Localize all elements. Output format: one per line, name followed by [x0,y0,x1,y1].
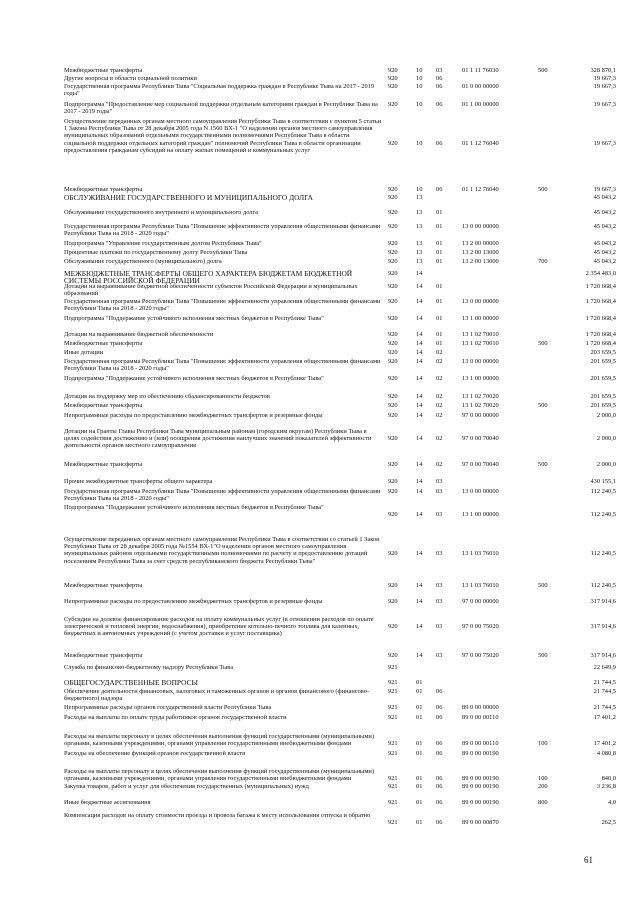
row-code: 10 [416,139,423,147]
row-code: 920 [388,67,398,74]
row-code: 14 [416,412,423,419]
row-code: 500 [538,582,548,589]
row-code: 10 [416,67,423,74]
row-code: 920 [388,511,398,519]
row-code: 921 [388,704,398,711]
row-code: 01 1 11 76030 [462,67,499,74]
row-code: 920 [388,349,398,356]
row-code: 920 [388,75,398,82]
page-number: 61 [584,855,593,865]
row-code: 920 [388,550,398,558]
row-label: Обслуживание государственного внутреннего и муниципального долга [64,209,258,216]
row-code: 14 [416,511,423,519]
row-amount: 17 401,2 [593,740,616,748]
row-code: 700 [538,258,548,265]
row-label: Подпрограмма "Предоставление мер социальной поддержки отдельным категориям граждан в Республике Тыва на 2017 - 2019 годы" [64,101,378,116]
row-amount: 328 870,1 [590,67,616,74]
row-code: 920 [388,582,398,589]
row-amount: 2 354 483,0 [585,270,616,277]
row-code: 920 [388,249,398,256]
row-code: 920 [388,461,398,468]
row-code: 920 [388,393,398,400]
row-amount: 317 914,6 [590,623,616,631]
row-code: 01 [436,283,443,290]
row-code: 10 [416,83,423,90]
row-label: Подпрограмма "Поддержание устойчивого исполнения местных бюджетов в Республике Тыва" [64,504,324,511]
row-amount: 45 043,2 [593,194,616,201]
row-label: Дотации на выравнивание бюджетной обеспеченности [64,331,214,338]
row-code: 03 [436,511,443,519]
row-amount: 19 667,3 [593,101,616,108]
row-label: Другие вопросы в области социальной политики [64,75,197,82]
row-code: 01 0 00 00000 [462,83,499,90]
row-code: 500 [538,186,548,193]
row-label: Государственная программа Республики Тыва "Повышение эффективности управления общественными финансами Республики Тыва на 2018 - 2020 годы" [64,298,381,313]
row-code: 89 0 00 00870 [462,819,499,827]
row-code: 10 [416,101,423,108]
row-code: 14 [416,478,423,485]
row-code: 14 [416,582,423,589]
row-label: Непрограммные расходы по предоставлению межбюджетных трансфертов и резервные фонды [64,598,323,605]
row-code: 01 1 12 76040 [462,139,499,147]
row-code: 920 [388,209,398,216]
row-code: 89 0 00 00190 [462,799,499,806]
row-code: 920 [388,139,398,147]
row-amount: 840,0 [601,775,616,783]
row-amount: 45 043,2 [593,249,616,256]
row-code: 500 [538,340,548,347]
row-label: Расходы на обеспечение функций органов государственной власти [64,750,246,757]
row-label: Дотации на выравнивание бюджетной обеспеченности субъектов Российской Федерации и муниципальных образований [64,283,358,298]
row-amount: 17 401,2 [593,714,616,721]
row-code: 921 [388,714,398,721]
row-code: 14 [416,375,423,382]
row-label: Межбюджетные трансферты [64,186,143,193]
row-code: 97 0 00 75020 [462,623,499,631]
row-code: 06 [436,83,443,90]
row-amount: 45 043,2 [593,240,616,247]
row-code: 921 [388,688,398,695]
row-label: Компенсация расходов на оплату стоимости проезда и провоза багажа к месту использования отпуска и обратно [64,812,371,819]
row-code: 02 [436,402,443,409]
row-code: 920 [388,402,398,409]
row-label: Прочие межбюджетные трансферты общего характера [64,478,213,485]
row-code: 13 1 02 70010 [462,331,499,338]
row-code: 100 [538,775,548,783]
row-label: Иные бюджетные ассигнования [64,799,151,806]
row-code: 03 [436,623,443,631]
row-code: 500 [538,402,548,409]
row-code: 13 1 00 00000 [462,315,499,322]
row-code: 920 [388,83,398,90]
row-amount: 1 720 668,4 [585,298,616,305]
row-amount: 4 080,8 [596,750,616,757]
row-code: 14 [416,358,423,365]
row-code: 13 [416,258,423,265]
row-label: Подпрограмма "Поддержание устойчивого исполнения местных бюджетов в Республике Тыва" [64,375,324,382]
row-code: 06 [436,819,443,827]
row-code: 920 [388,270,398,277]
row-label: Осуществление переданных органам местного самоуправления Республики Тыва в соответствии со статьей 1 Закон Республики Тыва от 28 декабря 2005 года №1554 ВХ-1"О наделении органов местного самоуправления муниципальных районов отдельными государственными полномочиями по расчету и предоставлению дотаций поселениям Республики Тыва за счет средств республиканского бюджета Республики Тыва" [64,536,380,565]
row-code: 01 [416,679,423,686]
row-code: 02 [436,349,443,356]
row-amount: 19 667,3 [593,83,616,90]
row-code: 01 [416,819,423,827]
row-code: 920 [388,283,398,290]
row-amount: 1 720 668,4 [585,331,616,338]
row-code: 13 2 00 00000 [462,240,499,247]
row-label: Обслуживание государственного (муниципального) долга [64,258,222,265]
row-code: 01 [416,783,423,790]
row-code: 920 [388,375,398,382]
row-amount: 112 240,5 [590,550,616,558]
row-amount: 430 155,1 [590,478,616,485]
row-code: 921 [388,740,398,748]
row-code: 02 [436,435,443,443]
row-label: Расходы на выплаты по оплате труда работников органов государственной власти [64,714,287,721]
row-amount: 203 659,5 [590,349,616,356]
row-code: 920 [388,623,398,631]
row-code: 920 [388,435,398,443]
row-code: 14 [416,652,423,659]
row-label: Обеспечение деятельности финансовых, налоговых и таможенных органов и органов финансового (финансово-бюджетного) надзора [64,688,370,703]
row-code: 03 [436,598,443,605]
row-code: 13 2 00 13000 [462,258,499,265]
row-amount: 21 744,5 [593,704,616,711]
row-code: 14 [416,393,423,400]
row-label: ОБСЛУЖИВАНИЕ ГОСУДАРСТВЕННОГО И МУНИЦИПАЛЬНОГО ДОЛГА [64,193,313,202]
row-code: 02 [436,412,443,419]
row-code: 920 [388,186,398,193]
row-code: 14 [416,488,423,495]
row-code: 14 [416,298,423,305]
row-amount: 45 043,2 [593,258,616,265]
row-code: 921 [388,799,398,806]
row-label: Межбюджетные трансферты [64,340,143,347]
row-code: 920 [388,478,398,485]
row-amount: 21 744,5 [593,679,616,686]
row-code: 01 [416,750,423,757]
row-code: 06 [436,775,443,783]
row-label: Субсидии на долевое финансирование расходов на оплату коммунальных услуг (в отношении расходов по оплате электрической и тепловой энергии, водоснабжения), приобретение котельно-печного топлива для казенных, бюджетных и автономных учреждений (с учетом доставки и услуг поставщика) [64,616,374,638]
row-code: 920 [388,358,398,365]
row-code: 13 2 00 13000 [462,249,499,256]
row-code: 920 [388,194,398,201]
row-label: Расходы на выплаты персоналу в целях обеспечения выполнения функций государственными (муниципальными) органами, казенными учреждениями, органами управления государственными внебюджетными фондами [64,733,374,748]
row-label: Межбюджетные трансферты [64,652,143,659]
row-code: 920 [388,101,398,108]
row-code: 06 [436,799,443,806]
row-label: Дотация на поддержку мер по обеспечению сбалансированности бюджетов [64,393,270,400]
row-code: 03 [436,582,443,589]
row-code: 14 [416,331,423,338]
row-code: 02 [436,358,443,365]
row-amount: 1 720 668,4 [585,315,616,322]
row-amount: 1 720 668,4 [585,283,616,290]
row-amount: 317 914,6 [590,652,616,659]
row-code: 920 [388,315,398,322]
row-code: 14 [416,623,423,631]
row-code: 13 1 02 70010 [462,340,499,347]
row-code: 920 [388,223,398,230]
row-code: 920 [388,340,398,347]
row-code: 01 [416,704,423,711]
row-label: Подпрограмма "Управление государственным долгом Республики Тыва" [64,240,262,247]
row-label: Непрограммные расходы органов государственной власти Республики Тыва [64,704,272,711]
row-code: 97 0 00 70040 [462,435,499,443]
row-code: 03 [436,652,443,659]
row-code: 06 [436,75,443,82]
row-code: 13 1 00 00000 [462,375,499,382]
row-code: 97 0 00 00000 [462,598,499,605]
row-code: 920 [388,412,398,419]
row-code: 01 [416,688,423,695]
row-amount: 112 240,5 [590,582,616,589]
row-amount: 201 659,5 [590,402,616,409]
row-code: 920 [388,240,398,247]
row-label: Закупка товаров, работ и услуг для обеспечения государственных (муниципальных) нужд [64,783,309,790]
row-code: 89 0 00 00190 [462,775,499,783]
row-code: 89 0 00 00190 [462,783,499,790]
row-code: 06 [436,750,443,757]
row-code: 13 1 02 70020 [462,402,499,409]
row-code: 920 [388,598,398,605]
row-code: 01 [416,799,423,806]
row-code: 01 [436,331,443,338]
row-code: 06 [436,704,443,711]
row-code: 06 [436,186,443,193]
row-code: 06 [436,139,443,147]
row-amount: 19 667,3 [593,186,616,193]
row-code: 01 [436,258,443,265]
row-label: Государственная программа Республики Тыва "Повышение эффективности управления общественными финансами Республики Тыва на 2018 - 2020 годы" [64,488,381,503]
row-label: Государственная программа Республики Тыва "Повышение эффективности управления общественными финансами Республики Тыва на 2018 - 2020 годы" [64,223,381,238]
row-amount: 262,5 [601,819,616,827]
row-code: 800 [538,799,548,806]
row-label: Подпрограмма "Поддержание устойчивого исполнения местных бюджетов в Республике Тыва" [64,315,324,322]
row-code: 13 1 03 76010 [462,582,499,589]
row-code: 920 [388,331,398,338]
row-amount: 2 000,0 [596,412,616,419]
row-code: 06 [436,688,443,695]
row-code: 06 [436,783,443,790]
row-amount: 201 659,5 [590,375,616,382]
row-code: 920 [388,258,398,265]
row-code: 14 [416,270,423,277]
row-code: 14 [416,315,423,322]
row-code: 921 [388,679,398,686]
row-code: 03 [436,478,443,485]
row-code: 921 [388,783,398,790]
row-code: 920 [388,488,398,495]
row-code: 89 0 00 00000 [462,704,499,711]
row-label: Дотации на Гранты Главы Республики Тыва муниципальным районам (городским округам) Республики Тыва в целях содействия достижению и (или) поощрения достижения наилучших значений показателей эффективности деятельности органов местного самоуправления [64,428,372,450]
row-code: 921 [388,775,398,783]
row-code: 13 [416,223,423,230]
row-code: 89 0 00 00110 [462,740,499,748]
row-code: 13 [416,194,423,201]
row-label: Процентные платежи по государственному долгу Республики Тыва [64,249,248,256]
row-code: 920 [388,652,398,659]
row-amount: 201 659,5 [590,358,616,365]
row-code: 13 1 00 00000 [462,511,499,519]
row-code: 02 [436,375,443,382]
row-label: Государственная программа Республики Тыва "Социальная поддержка граждан в Республике Тыва на 2017 - 2019 годы" [64,83,375,98]
row-code: 13 0 00 00000 [462,358,499,365]
row-amount: 2 000,0 [596,435,616,443]
row-amount: 3 236,8 [596,783,616,790]
row-label: Межбюджетные трансферты [64,67,143,74]
row-code: 920 [388,298,398,305]
row-code: 13 0 00 00000 [462,488,499,495]
row-code: 01 [416,740,423,748]
row-code: 01 1 12 76040 [462,186,499,193]
row-code: 13 0 00 00000 [462,223,499,230]
row-code: 89 0 00 00190 [462,750,499,757]
row-code: 13 1 03 76010 [462,550,499,558]
row-code: 14 [416,349,423,356]
row-code: 97 0 00 70040 [462,461,499,468]
row-code: 10 [416,75,423,82]
row-code: 06 [436,740,443,748]
row-amount: 45 043,2 [593,223,616,230]
row-code: 01 [436,249,443,256]
row-amount: 2 000,0 [596,461,616,468]
row-amount: 1 720 668,4 [585,340,616,347]
row-code: 89 0 00 00110 [462,714,499,721]
row-code: 01 [436,223,443,230]
row-code: 01 [416,714,423,721]
row-code: 13 1 02 70020 [462,393,499,400]
row-label: ОБЩЕГОСУДАРСТВЕННЫЕ ВОПРОСЫ [64,678,198,687]
row-code: 06 [436,101,443,108]
row-code: 97 0 00 75020 [462,652,499,659]
row-code: 14 [416,550,423,558]
row-code: 01 [416,775,423,783]
row-code: 10 [416,186,423,193]
row-code: 97 0 00 00000 [462,412,499,419]
row-code: 14 [416,340,423,347]
row-code: 06 [436,714,443,721]
row-code: 03 [436,488,443,495]
row-label: Межбюджетные трансферты [64,582,143,589]
row-code: 01 [436,340,443,347]
row-code: 500 [538,652,548,659]
row-code: 02 [436,393,443,400]
row-code: 921 [388,750,398,757]
row-code: 13 [416,249,423,256]
row-amount: 317 914,6 [590,598,616,605]
row-code: 03 [436,550,443,558]
row-code: 14 [416,435,423,443]
row-code: 500 [538,461,548,468]
row-code: 13 0 00 00000 [462,298,499,305]
row-label: МЕЖБЮДЖЕТНЫЕ ТРАНСФЕРТЫ ОБЩЕГО ХАРАКТЕРА БЮДЖЕТАМ БЮДЖЕТНОЙ СИСТЕМЫ РОССИЙСКОЙ ФЕДЕРАЦИИ [64,269,353,286]
row-label: Межбюджетные трансферты [64,461,143,468]
row-code: 14 [416,283,423,290]
row-code: 01 [436,315,443,322]
row-amount: 201 659,5 [590,393,616,400]
row-code: 200 [538,783,548,790]
row-amount: 45 043,2 [593,209,616,216]
row-label: Расходы на выплаты персоналу в целях обеспечения выполнения функций государственными (муниципальными) органами, казенными учреждениями, органами управления государственными внебюджетными фондами [64,768,374,783]
row-label: Межбюджетные трансферты [64,402,143,409]
row-amount: 19 667,3 [593,139,616,147]
row-label: Служба по финансово-бюджетному надзору Республики Тыва [64,664,234,671]
row-amount: 112 240,5 [590,511,616,519]
row-amount: 112 240,5 [590,488,616,495]
row-amount: 19 667,3 [593,75,616,82]
row-label: Иные дотации [64,349,104,356]
row-code: 500 [538,67,548,74]
row-amount: 21 744,5 [593,688,616,695]
row-code: 100 [538,740,548,748]
row-code: 01 1 00 00000 [462,101,499,108]
row-amount: 22 649,9 [593,664,616,671]
row-code: 01 [436,240,443,247]
row-code: 921 [388,664,398,671]
row-code: 13 [416,240,423,247]
row-code: 03 [436,67,443,74]
row-label: Государственная программа Республики Тыва "Повышение эффективности управления общественными финансами Республики Тыва на 2018 - 2020 годы" [64,358,381,373]
row-code: 921 [388,819,398,827]
row-code: 14 [416,461,423,468]
row-code: 02 [436,461,443,468]
row-code: 13 [416,209,423,216]
row-label: Непрограммные расходы по предоставлению межбюджетных трансфертов и резервные фонды [64,412,323,419]
row-code: 01 [436,209,443,216]
row-code: 14 [416,402,423,409]
row-amount: 4,0 [608,799,616,806]
row-label: Осуществление переданных органам местного самоуправления Республики Тыва в соответствии с пунктом 5 статьи 1 Закона Республики Тыва от 28 декабря 2005 года N 1560 ВХ-1 "О наделении органов местного самоуправления муниципальных образований отдельными государственными полномочиями Республики Тыва в области социальной поддержки отдельных категорий граждан" полномочий Республики Тыва в области организации предоставления гражданам субсидий на оплату жилых помещений и коммунальных услуг [64,118,382,154]
row-code: 01 [436,298,443,305]
row-code: 14 [416,598,423,605]
